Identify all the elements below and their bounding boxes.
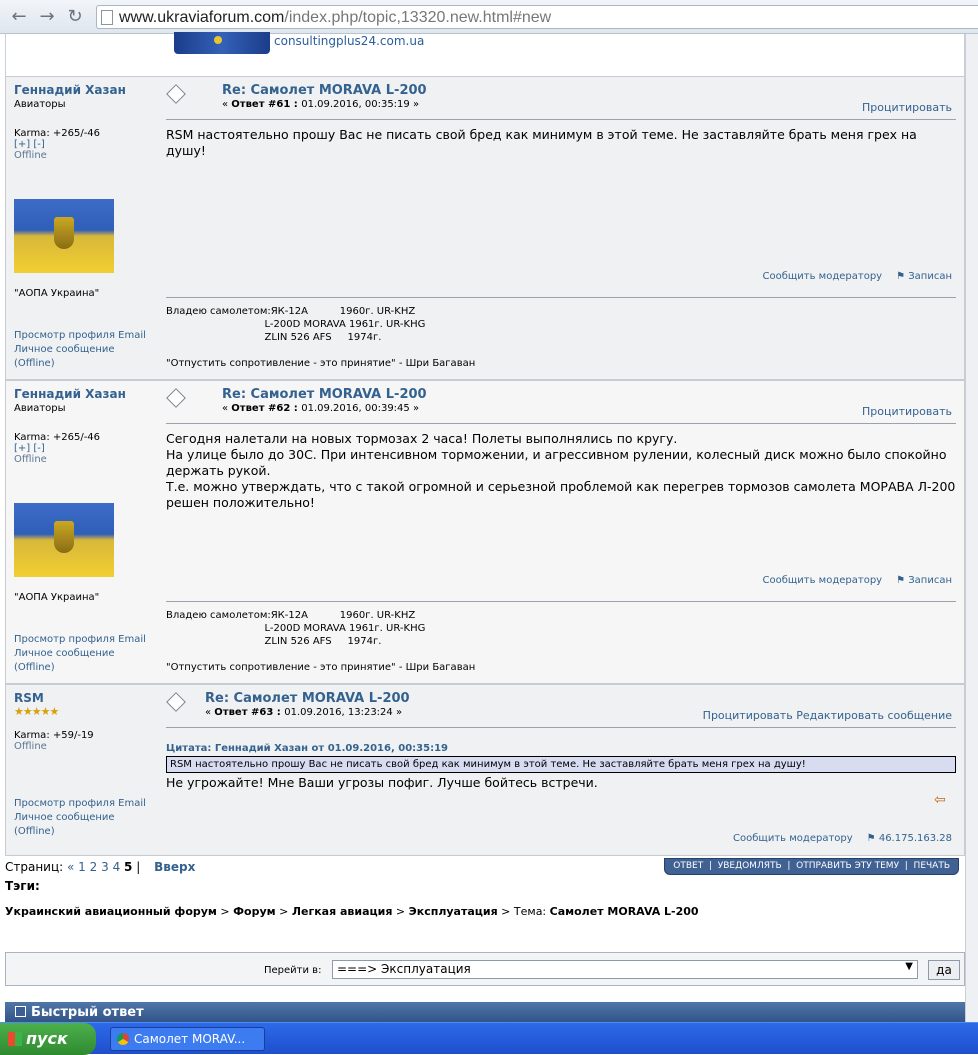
report-moderator-link[interactable]: Сообщить модератору — [762, 575, 883, 586]
offline-link: (Offline) — [14, 662, 55, 673]
report-moderator-link[interactable]: Сообщить модератору — [733, 833, 853, 844]
karma-controls[interactable]: [+] [-] — [14, 139, 45, 150]
reload-icon[interactable]: ↻ — [67, 6, 83, 27]
pm-link[interactable]: Личное сообщение — [14, 648, 115, 659]
reply-action[interactable]: ОТВЕТ — [673, 861, 704, 871]
author-personal-text: "АОПА Украина" — [14, 592, 100, 603]
pm-link[interactable]: Личное сообщение — [14, 344, 115, 355]
address-bar[interactable] — [96, 5, 978, 29]
divider — [166, 601, 956, 602]
author-personal-text: "АОПА Украина" — [14, 288, 100, 299]
taskbar-window-button[interactable]: Самолет MORAV... — [110, 1027, 265, 1051]
post-author-panel — [14, 691, 164, 837]
logged-icon: ⚑ — [896, 271, 909, 282]
post-body — [166, 77, 956, 381]
author-name[interactable]: Геннадий Хазан — [14, 83, 126, 97]
author-status: Offline — [14, 454, 47, 465]
start-button[interactable]: пуск — [0, 1023, 96, 1055]
browser-toolbar — [0, 0, 978, 34]
author-status: Offline — [14, 150, 47, 161]
post-icon — [166, 389, 188, 405]
post-title[interactable]: Re: Самолет MORAVA L-200 — [205, 691, 410, 706]
post-author-panel — [14, 387, 164, 673]
logged-icon: ⚑ — [896, 575, 909, 586]
jump-select[interactable]: ===> Эксплуатация ▼ — [332, 960, 918, 979]
chrome-icon — [117, 1033, 129, 1045]
author-name[interactable]: Геннадий Хазан — [14, 387, 126, 401]
top-link[interactable]: Вверх — [154, 860, 196, 874]
signature: Владею самолетом:ЯК-12A 1960г. UR-KHZ L-200D MORAVA 1961г. UR-KHG ZLIN 526 AFS 1974г. "Отпустить сопротивление - это принятие" - Шри Багаван — [166, 306, 476, 369]
author-links — [14, 633, 146, 675]
author-karma: Karma: +265/-46 — [14, 128, 101, 139]
offline-link: (Offline) — [14, 826, 55, 837]
reply-arrow-icon[interactable]: ⇦ — [934, 792, 946, 808]
breadcrumb-topic-prefix: Тема: — [513, 905, 550, 918]
post-title[interactable]: Re: Самолет MORAVA L-200 — [222, 387, 427, 402]
post-body — [166, 685, 956, 857]
post — [5, 684, 965, 856]
breadcrumb-item[interactable]: Легкая авиация — [291, 905, 393, 918]
post-text: Не угрожайте! Мне Ваши угрозы пофиг. Лучше бойтесь встречи. — [166, 775, 598, 790]
profile-link[interactable]: Просмотр профиля Email — [14, 634, 146, 645]
author-name[interactable]: RSM — [14, 691, 44, 705]
pm-link[interactable]: Личное сообщение — [14, 812, 115, 823]
post-icon — [166, 85, 188, 101]
post-body — [166, 381, 956, 685]
page-link-3[interactable]: 3 — [101, 860, 109, 874]
jump-label: Перейти в: — [264, 965, 322, 976]
page-link-2[interactable]: 2 — [89, 860, 98, 874]
page-icon — [101, 10, 113, 25]
windows-logo-icon — [8, 1032, 22, 1046]
report-row — [762, 271, 952, 282]
author-karma: Karma: +59/-19 — [14, 730, 94, 741]
divider — [166, 727, 956, 728]
post-meta: « Ответ #63 : 01.09.2016, 13:23:24 » — [205, 707, 403, 718]
post — [5, 76, 965, 380]
jump-to-bar — [5, 952, 965, 986]
notify-action[interactable]: УВЕДОМЛЯТЬ — [717, 861, 782, 871]
breadcrumb-item[interactable]: Эксплуатация — [408, 905, 498, 918]
post-meta: « Ответ #62 : 01.09.2016, 00:39:45 » — [222, 403, 420, 414]
current-page: 5 — [124, 860, 133, 874]
profile-link[interactable]: Просмотр профиля Email — [14, 330, 146, 341]
post-icon — [166, 693, 188, 709]
quote-button[interactable]: Процитировать — [702, 709, 793, 722]
author-status: Offline — [14, 741, 47, 752]
post-actions — [703, 709, 952, 722]
avatar — [14, 503, 114, 577]
post-text-line: Сегодня налетали на новых тормозах 2 часа! Полеты выполнялись по кругу. — [166, 431, 678, 446]
breadcrumb-item[interactable]: Форум — [233, 905, 276, 918]
ad-banner — [5, 34, 965, 76]
print-action[interactable]: ПЕЧАТЬ — [913, 861, 950, 871]
report-row — [733, 833, 952, 844]
report-row — [762, 575, 952, 586]
author-karma: Karma: +265/-46 — [14, 432, 101, 443]
pagination: Страниц: « 1 2 3 4 5 | Вверх — [5, 860, 196, 874]
ip-icon: ⚑ — [866, 833, 879, 844]
topic-actions-bar: ОТВЕТ | УВЕДОМЛЯТЬ | ОТПРАВИТЬ ЭТУ ТЕМУ | ПЕЧАТЬ — [664, 858, 959, 875]
page-link-4[interactable]: 4 — [112, 860, 121, 874]
jump-go-button[interactable]: да — [928, 960, 960, 980]
prev-page-link[interactable]: « — [67, 860, 79, 874]
banner-link[interactable]: consultingplus24.com.ua — [274, 34, 425, 48]
logged-label: Записан — [908, 271, 952, 282]
report-moderator-link[interactable]: Сообщить модератору — [762, 271, 883, 282]
send-topic-action[interactable]: ОТПРАВИТЬ ЭТУ ТЕМУ — [796, 861, 900, 871]
breadcrumb-topic[interactable]: Самолет MORAVA L-200 — [549, 905, 699, 918]
author-links — [14, 797, 146, 839]
post-text — [166, 431, 956, 511]
post — [5, 380, 965, 684]
page-link-1[interactable]: 1 — [78, 860, 86, 874]
author-links — [14, 329, 146, 371]
quote-button[interactable]: Процитировать — [861, 101, 952, 114]
avatar — [14, 199, 114, 273]
pagination-label: Страниц: — [5, 860, 68, 874]
signature: Владею самолетом:ЯК-12A 1960г. UR-KHZ L-200D MORAVA 1961г. UR-KHG ZLIN 526 AFS 1974г. "Отпустить сопротивление - это принятие" - Шри Багаван — [166, 610, 476, 673]
quote-block: RSM настоятельно прошу Вас не писать свой бред как минимум в этой теме. Не заставляйте брать меня грех на душу! — [166, 756, 956, 773]
quote-button[interactable]: Процитировать — [861, 405, 952, 418]
post-title[interactable]: Re: Самолет MORAVA L-200 — [222, 83, 427, 98]
divider — [166, 119, 956, 120]
profile-link[interactable]: Просмотр профиля Email — [14, 798, 146, 809]
divider — [166, 297, 956, 298]
author-group: Авиаторы — [14, 99, 66, 110]
back-arrow-icon[interactable]: ← — [11, 6, 27, 27]
post-text: RSM настоятельно прошу Вас не писать свой бред как минимум в этой теме. Не заставляйте брать меня грех на душу! — [166, 127, 917, 158]
author-group: Авиаторы — [14, 403, 66, 414]
divider — [166, 423, 956, 424]
rank-stars: ★★★★★ — [14, 705, 59, 718]
quote-header[interactable]: Цитата: Геннадий Хазан от 01.09.2016, 00:35:19 — [166, 743, 448, 754]
offline-link: (Offline) — [14, 358, 55, 369]
vertical-scrollbar[interactable] — [965, 34, 978, 1022]
taskbar — [0, 1022, 978, 1054]
quick-reply-header[interactable]: Быстрый ответ — [5, 1002, 965, 1024]
tags-label: Тэги: — [5, 879, 40, 893]
collapse-icon[interactable] — [15, 1006, 26, 1017]
post-text-line: На улице было до 30С. При интенсивном торможении, и агрессивном рулении, колесный диск можно было спокойно держать рукой. — [166, 447, 947, 478]
post-author-panel — [14, 83, 164, 369]
post-meta: « Ответ #61 : 01.09.2016, 00:35:19 » — [222, 99, 420, 110]
forward-arrow-icon[interactable]: → — [39, 6, 55, 27]
breadcrumb-item[interactable]: Украинский авиационный форум — [5, 905, 217, 918]
banner-image[interactable] — [174, 32, 270, 54]
edit-button[interactable]: Редактировать сообщение — [796, 709, 952, 722]
post-text-line: Т.е. можно утверждать, что с такой огромной и серьезной проблемой как перегрев тормозов самолета МОРАВА Л-200 решен положительно! — [166, 479, 956, 510]
logged-label: Записан — [908, 575, 952, 586]
ip-address: 46.175.163.28 — [878, 833, 952, 844]
chevron-down-icon: ▼ — [905, 961, 913, 972]
karma-controls[interactable]: [+] [-] — [14, 443, 45, 454]
address-url: www.ukraviaforum.com/index.php/topic,13320.new.html#new — [119, 9, 552, 26]
breadcrumb: Украинский авиационный форум > Форум > Легкая авиация > Эксплуатация > Тема: Самолет MORAVA L-200 — [5, 905, 699, 918]
forum-page — [5, 34, 965, 1022]
